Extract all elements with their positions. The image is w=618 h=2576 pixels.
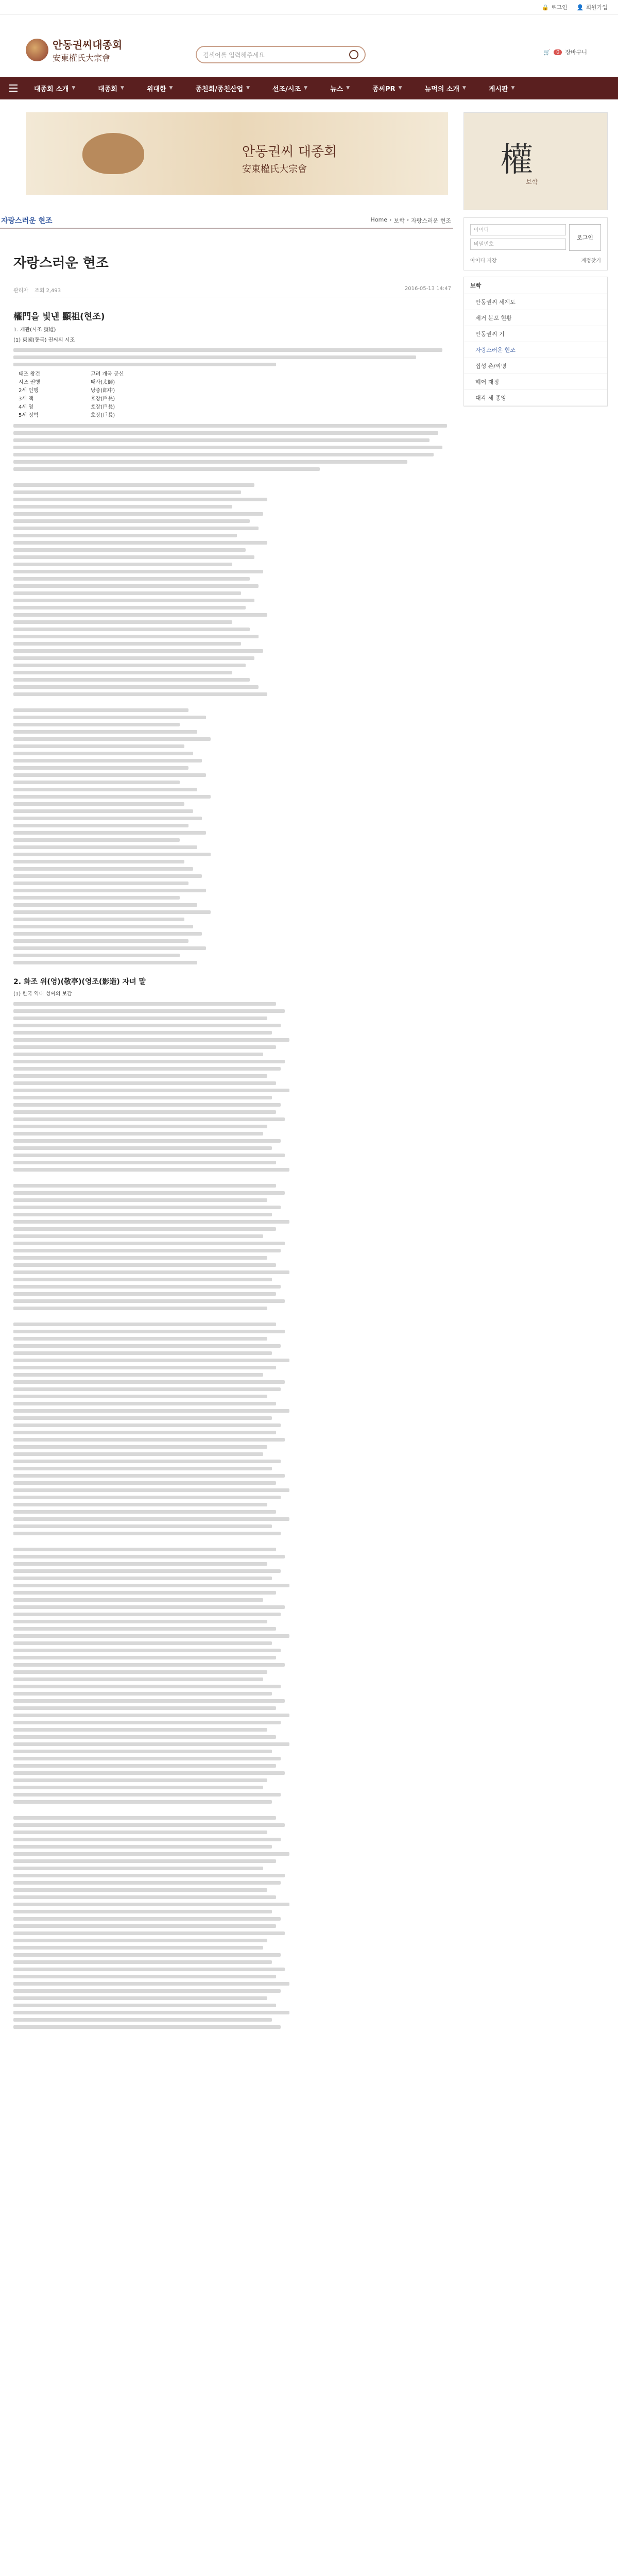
table-row: 2세 인행 낭중(郎中) xyxy=(19,388,115,394)
password-field[interactable]: 비밀번호 xyxy=(470,239,566,250)
article-body xyxy=(13,313,451,2029)
cart-icon: 🛒 xyxy=(543,48,551,56)
article-meta xyxy=(13,286,451,297)
teapot-image xyxy=(82,133,144,174)
find-account-link[interactable]: 계정찾기 xyxy=(581,258,601,264)
chevron-down-icon: ▼ xyxy=(72,86,76,91)
section-subtitle: (1) 한국 역대 성씨의 보감 xyxy=(13,991,72,997)
logo-subtitle: 安東權氏大宗會 xyxy=(53,53,111,63)
emblem-character: 權 xyxy=(500,141,533,179)
breadcrumb-home[interactable]: Home xyxy=(370,216,388,223)
nav-item[interactable]: 위대한 ▼ xyxy=(146,85,173,93)
cart-button[interactable] xyxy=(543,48,587,56)
sidebar-menu xyxy=(464,277,608,406)
page-title: 자랑스러운 현조 xyxy=(1,217,53,225)
site-logo[interactable] xyxy=(26,37,122,63)
banner-subtitle: 安東權氏大宗會 xyxy=(242,164,307,175)
page-heading-row xyxy=(0,215,453,229)
search-input[interactable] xyxy=(196,46,366,63)
login-icon: 🔒 xyxy=(542,4,549,11)
banner-title: 안동권씨 대종회 xyxy=(242,144,337,160)
genealogy-list xyxy=(13,483,451,696)
table-row: 4세 영 호장(戶長) xyxy=(19,404,115,410)
chevron-down-icon: ▼ xyxy=(398,86,402,91)
nav-item[interactable]: 종씨PR ▼ xyxy=(372,85,402,93)
save-id-checkbox[interactable]: 아이디 저장 xyxy=(470,258,497,264)
article-author: 관리자 xyxy=(13,288,28,294)
main-nav xyxy=(0,77,618,99)
sidebar-item[interactable]: 헤어 재정 xyxy=(464,374,607,390)
chevron-down-icon: ▼ xyxy=(511,86,515,91)
login-box xyxy=(464,217,608,270)
chevron-down-icon: ▼ xyxy=(246,86,250,91)
login-link[interactable]: 🔒 로그인 xyxy=(542,4,568,11)
article-heading: 權門을 빛낸 顯祖(현조) xyxy=(13,312,105,322)
menu-icon[interactable] xyxy=(4,77,23,99)
table-row: 태조 왕건 고려 개국 공신 xyxy=(19,371,124,377)
section-title: 2. 화조 위(영)(敬亭)(영조(影造) 자녀 말 xyxy=(13,978,146,986)
sidebar-item[interactable]: 세거 분포 현황 xyxy=(464,310,607,326)
logo-emblem-icon xyxy=(26,39,48,61)
article-date: 2016-05-13 14:47 xyxy=(404,286,451,292)
login-button[interactable]: 로그인 xyxy=(569,224,601,251)
chevron-down-icon: ▼ xyxy=(304,86,307,91)
lineage-table xyxy=(19,370,451,420)
article xyxy=(13,252,451,2032)
text-block xyxy=(13,348,451,366)
chevron-down-icon: ▼ xyxy=(346,86,350,91)
header xyxy=(0,15,618,77)
genealogy-list xyxy=(13,1548,451,1804)
section-title: 1. 개관(시조 號道) xyxy=(13,327,56,333)
page-banner xyxy=(26,112,448,195)
logo-title: 안동권씨대종회 xyxy=(53,39,123,51)
sidebar-item-active[interactable]: 자랑스러운 현조 xyxy=(464,342,607,358)
chevron-down-icon: ▼ xyxy=(120,86,124,91)
sidebar-emblem xyxy=(464,112,608,210)
cart-label: 장바구니 xyxy=(565,49,587,56)
section-intro: (1) 東國(동국) 권씨의 시조 xyxy=(13,337,75,343)
top-bar xyxy=(0,0,618,15)
emblem-caption: 보학 xyxy=(526,178,538,185)
sidebar-item[interactable]: 안동권씨 기 xyxy=(464,326,607,342)
genealogy-list xyxy=(13,708,451,964)
genealogy-list xyxy=(13,1323,451,1535)
breadcrumb-current: 자랑스러운 현조 xyxy=(411,217,451,224)
user-add-icon: 👤 xyxy=(576,4,584,11)
genealogy-list xyxy=(13,1184,451,1310)
cart-badge: 0 xyxy=(554,49,562,55)
chevron-down-icon: ▼ xyxy=(462,86,466,91)
nav-item[interactable]: 선조/시조 ▼ xyxy=(272,85,307,93)
nav-item[interactable]: 뉴스 ▼ xyxy=(330,85,350,93)
article-views: 조회 2,493 xyxy=(34,288,61,294)
sidebar xyxy=(464,112,608,406)
nav-item[interactable]: 대종회 소개 ▼ xyxy=(34,85,76,93)
search-placeholder: 검색어를 입력해주세요 xyxy=(203,51,265,59)
join-link[interactable]: 👤 회원가입 xyxy=(576,4,608,11)
table-row: 시조 권행 태사(太師) xyxy=(19,380,115,385)
table-row: 3세 책 호장(戶長) xyxy=(19,396,115,402)
id-field[interactable]: 아이디 xyxy=(470,224,566,235)
nav-item[interactable]: 대종회 ▼ xyxy=(98,85,124,93)
genealogy-list xyxy=(13,1816,451,2029)
table-row: 5세 정혁 호장(戶長) xyxy=(19,413,115,418)
nav-item[interactable]: 뉴먹의 소개 ▼ xyxy=(424,85,466,93)
sidebar-item[interactable]: 안동권씨 세계도 xyxy=(464,294,607,310)
breadcrumb-item[interactable]: 보학 xyxy=(393,217,405,224)
genealogy-list xyxy=(13,1002,451,1172)
nav-item[interactable]: 게시판 ▼ xyxy=(488,85,515,93)
sidebar-menu-title: 보학 xyxy=(464,277,607,294)
sidebar-item[interactable]: 대각 세 종앙 xyxy=(464,390,607,406)
nav-item[interactable]: 종친회/종친산업 ▼ xyxy=(195,85,250,93)
breadcrumb: Home › 보학 › 자랑스러운 현조 xyxy=(370,216,451,224)
text-block xyxy=(13,424,451,471)
article-title: 자랑스러운 현조 xyxy=(13,256,109,271)
sidebar-item[interactable]: 집성 촌/씨명 xyxy=(464,358,607,374)
chevron-down-icon: ▼ xyxy=(169,86,173,91)
search-icon[interactable] xyxy=(349,50,358,59)
